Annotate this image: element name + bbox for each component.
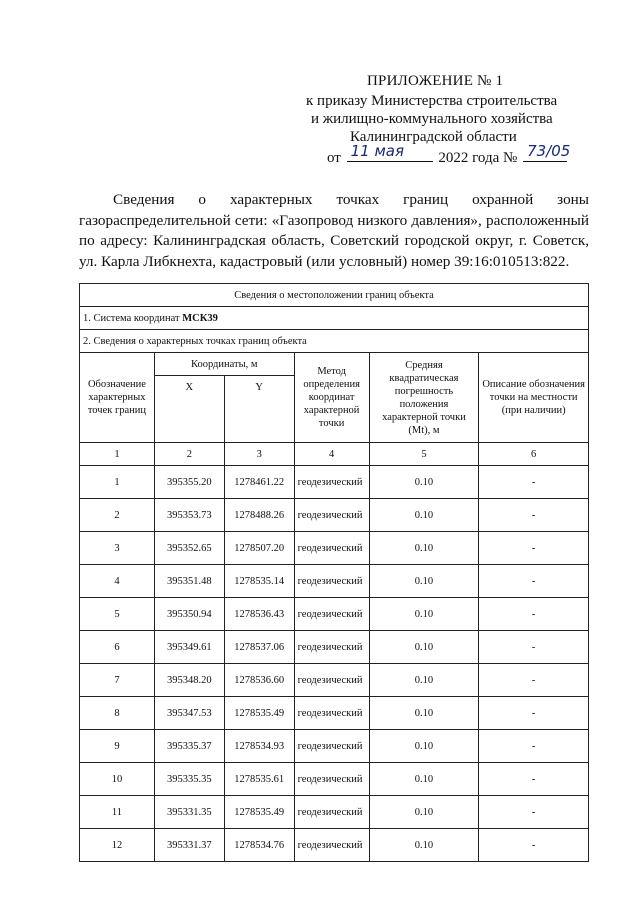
cell-description: -	[479, 796, 589, 829]
cell-description: -	[479, 631, 589, 664]
handwritten-number-field	[523, 142, 571, 162]
order-line-1: к приказу Министерства строительства	[306, 93, 558, 109]
cell-accuracy: 0.10	[369, 598, 479, 631]
cell-accuracy: 0.10	[369, 829, 479, 862]
cell-method: геодезический	[294, 565, 369, 598]
cell-x: 395353.73	[154, 499, 224, 532]
cell-x: 395331.35	[154, 796, 224, 829]
coordinate-system-label: 1. Система координат	[83, 312, 180, 324]
cell-method: геодезический	[294, 829, 369, 862]
handwritten-date: 11 мая	[350, 142, 404, 160]
cell-method: геодезический	[294, 730, 369, 763]
intro-text: Сведения о характерных точках границ охранной зоны газораспределительной сети: «Газопровод низкого давления», расположенный по адресу: Калининградская область, Советский городской округ, г. Советск, ул. Карла Либкнехта, кадастровый (или условный) номер 39:16:010513:822.	[79, 191, 589, 270]
cell-y: 1278536.43	[224, 598, 294, 631]
cell-description: -	[479, 466, 589, 499]
column-number: 4	[294, 443, 369, 466]
table-title: Сведения о местоположении границ объекта	[80, 284, 589, 307]
cell-point-number: 7	[80, 664, 155, 697]
cell-point-number: 8	[80, 697, 155, 730]
cell-x: 395331.37	[154, 829, 224, 862]
cell-method: геодезический	[294, 598, 369, 631]
cell-y: 1278534.76	[224, 829, 294, 862]
header-description: Описание обозначения точки на местности (при наличии)	[479, 353, 589, 443]
column-number: 2	[154, 443, 224, 466]
table-row	[80, 664, 589, 697]
coordinate-system-row	[80, 307, 589, 330]
cell-accuracy: 0.10	[369, 466, 479, 499]
header-y: Y	[224, 376, 294, 443]
cell-description: -	[479, 697, 589, 730]
intro-paragraph	[79, 190, 589, 272]
column-number: 5	[369, 443, 479, 466]
cell-accuracy: 0.10	[369, 565, 479, 598]
cell-method: геодезический	[294, 631, 369, 664]
cell-method: геодезический	[294, 499, 369, 532]
column-number: 3	[224, 443, 294, 466]
cell-point-number: 9	[80, 730, 155, 763]
cell-accuracy: 0.10	[369, 532, 479, 565]
cell-y: 1278535.14	[224, 565, 294, 598]
appendix-title: ПРИЛОЖЕНИЕ № 1	[367, 73, 504, 89]
cell-description: -	[479, 829, 589, 862]
cell-method: геодезический	[294, 796, 369, 829]
cell-y: 1278535.49	[224, 697, 294, 730]
table-row	[80, 730, 589, 763]
cell-method: геодезический	[294, 697, 369, 730]
points-section-title: 2. Сведения о характерных точках границ объекта	[80, 330, 589, 353]
cell-description: -	[479, 565, 589, 598]
header-x: X	[154, 376, 224, 443]
table-row	[80, 466, 589, 499]
cell-x: 395355.20	[154, 466, 224, 499]
cell-point-number: 5	[80, 598, 155, 631]
table-row	[80, 631, 589, 664]
table-row	[80, 763, 589, 796]
cell-point-number: 4	[80, 565, 155, 598]
boundary-points-table	[79, 283, 589, 862]
cell-point-number: 2	[80, 499, 155, 532]
order-line-2: и жилищно-коммунального хозяйства	[311, 111, 553, 127]
cell-x: 395335.37	[154, 730, 224, 763]
date-year: 2022 года №	[438, 150, 518, 166]
cell-method: геодезический	[294, 763, 369, 796]
header-accuracy: Средняя квадратическая погрешность положения характерной точки (Mt), м	[369, 353, 479, 443]
coordinate-system-value: МСК39	[182, 312, 218, 324]
cell-x: 395351.48	[154, 565, 224, 598]
cell-point-number: 12	[80, 829, 155, 862]
cell-method: геодезический	[294, 664, 369, 697]
cell-accuracy: 0.10	[369, 499, 479, 532]
header-coordinates: Координаты, м	[154, 353, 294, 376]
cell-accuracy: 0.10	[369, 730, 479, 763]
cell-y: 1278535.49	[224, 796, 294, 829]
cell-y: 1278534.93	[224, 730, 294, 763]
cell-x: 395347.53	[154, 697, 224, 730]
cell-description: -	[479, 763, 589, 796]
cell-y: 1278536.60	[224, 664, 294, 697]
cell-accuracy: 0.10	[369, 697, 479, 730]
cell-method: геодезический	[294, 466, 369, 499]
handwritten-number: 73/05	[527, 142, 571, 160]
cell-accuracy: 0.10	[369, 763, 479, 796]
cell-x: 395350.94	[154, 598, 224, 631]
table-row	[80, 499, 589, 532]
cell-method: геодезический	[294, 532, 369, 565]
table-row	[80, 796, 589, 829]
cell-description: -	[479, 532, 589, 565]
cell-accuracy: 0.10	[369, 664, 479, 697]
cell-point-number: 6	[80, 631, 155, 664]
cell-point-number: 3	[80, 532, 155, 565]
header-designation: Обозначение характерных точек границ	[80, 353, 155, 443]
table-row	[80, 697, 589, 730]
cell-point-number: 1	[80, 466, 155, 499]
cell-y: 1278507.20	[224, 532, 294, 565]
document-header	[0, 72, 640, 168]
cell-point-number: 11	[80, 796, 155, 829]
column-number: 6	[479, 443, 589, 466]
cell-y: 1278461.22	[224, 466, 294, 499]
cell-x: 395348.20	[154, 664, 224, 697]
order-date-line	[327, 142, 571, 167]
date-prefix: от	[327, 150, 341, 166]
cell-y: 1278537.06	[224, 631, 294, 664]
cell-x: 395349.61	[154, 631, 224, 664]
cell-description: -	[479, 598, 589, 631]
column-number: 1	[80, 443, 155, 466]
table-row	[80, 532, 589, 565]
cell-y: 1278488.26	[224, 499, 294, 532]
cell-accuracy: 0.10	[369, 796, 479, 829]
table-row	[80, 598, 589, 631]
cell-x: 395335.35	[154, 763, 224, 796]
cell-accuracy: 0.10	[369, 631, 479, 664]
order-line-3: Калининградской области	[350, 129, 517, 145]
table-row	[80, 829, 589, 862]
cell-x: 395352.65	[154, 532, 224, 565]
table-row	[80, 565, 589, 598]
header-method: Метод определения координат характерной точки	[294, 353, 369, 443]
table-body	[80, 466, 589, 862]
cell-description: -	[479, 664, 589, 697]
cell-description: -	[479, 499, 589, 532]
handwritten-date-field	[347, 142, 433, 162]
cell-y: 1278535.61	[224, 763, 294, 796]
cell-description: -	[479, 730, 589, 763]
cell-point-number: 10	[80, 763, 155, 796]
